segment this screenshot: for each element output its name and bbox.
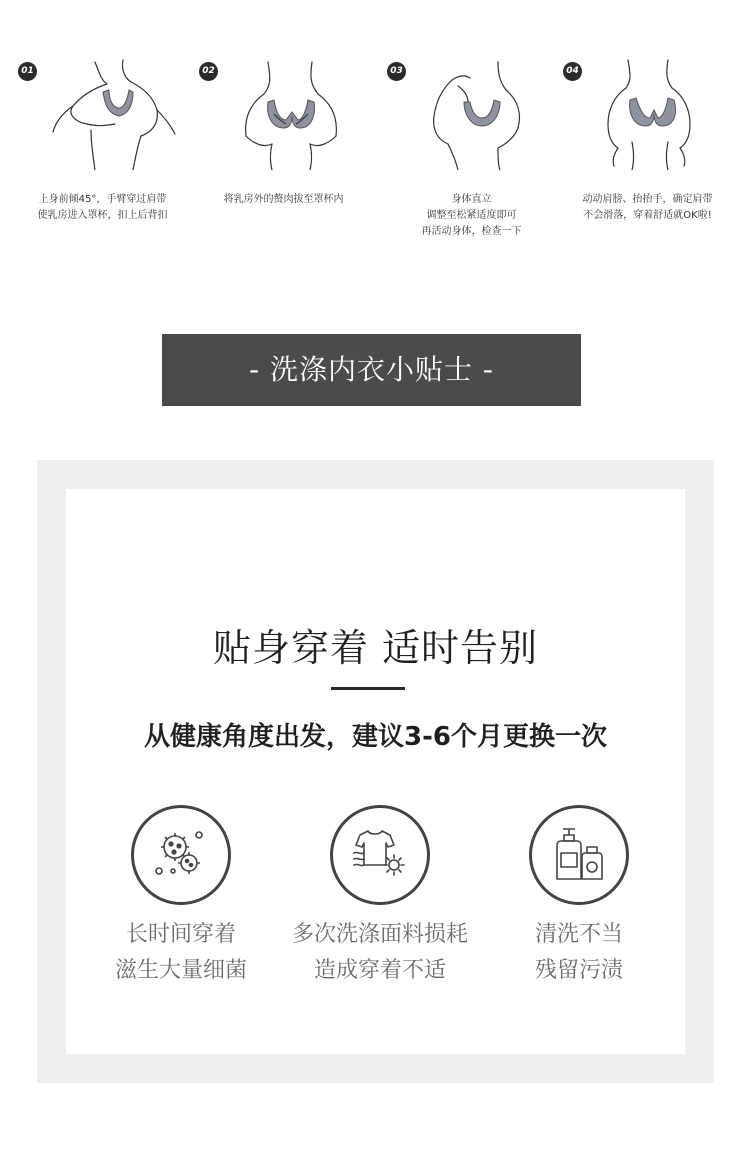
- caption-line: 身体直立: [451, 194, 492, 205]
- issue-icon-circle: [131, 805, 231, 905]
- panel-card: [66, 489, 685, 1054]
- step-number-badge: 02: [199, 62, 218, 81]
- step-number-badge: 03: [387, 62, 406, 81]
- panel-title: 贴身穿着 适时告别: [212, 626, 539, 670]
- step-caption: [384, 192, 559, 240]
- issue-icon-circle: [529, 805, 629, 905]
- step-number-badge: 01: [18, 62, 37, 81]
- step-3-illustration-icon: [394, 52, 554, 170]
- issue-label-line: 多次洗涤面料损耗: [291, 922, 468, 947]
- detergent-bottles-icon: [549, 825, 609, 885]
- issue-label-line: 清洗不当: [534, 922, 623, 947]
- step-1-illustration-icon: [25, 52, 185, 170]
- worn-shirt-icon: [350, 825, 410, 885]
- wearing-steps: [0, 0, 750, 280]
- caption-line: 动动肩膀、抬抬手，确定肩带: [582, 194, 713, 205]
- caption-line: 将乳房外的赘肉拔至罩杯内: [223, 194, 344, 205]
- step-caption: [15, 192, 190, 224]
- issue-label-line: 滋生大量细菌: [114, 958, 247, 983]
- caption-line: 调整至松紧适度即可: [426, 210, 517, 221]
- step-number-badge: 04: [563, 62, 582, 81]
- issue-label-line: 残留污渍: [534, 958, 623, 983]
- step-4-illustration-icon: [570, 52, 730, 170]
- caption-line: 使乳房进入罩杯，扣上后背扣: [37, 210, 168, 221]
- replacement-tips-panel: [37, 460, 714, 1083]
- bacteria-icon: [151, 825, 211, 885]
- caption-line: 上身前倾45°，手臂穿过肩带: [38, 194, 167, 205]
- issue-label-line: 长时间穿着: [125, 922, 236, 947]
- tips-banner: - 洗涤内衣小贴士 -: [162, 334, 581, 406]
- caption-line: 再活动身体，检查一下: [421, 226, 522, 237]
- caption-line: 不会滑落，穿着舒适就OK啦!: [583, 210, 712, 221]
- issue-icon-circle: [330, 805, 430, 905]
- step-caption: [560, 192, 735, 224]
- issue-label-line: 造成穿着不适: [313, 958, 446, 983]
- panel-subtitle: 从健康角度出发，建议3-6个月更换一次: [144, 722, 607, 752]
- title-divider: [331, 687, 405, 690]
- issue-label: [469, 917, 689, 989]
- step-caption: [196, 192, 371, 208]
- step-2-illustration-icon: [206, 52, 366, 170]
- issue-label: [71, 917, 291, 989]
- issue-label: [270, 917, 490, 989]
